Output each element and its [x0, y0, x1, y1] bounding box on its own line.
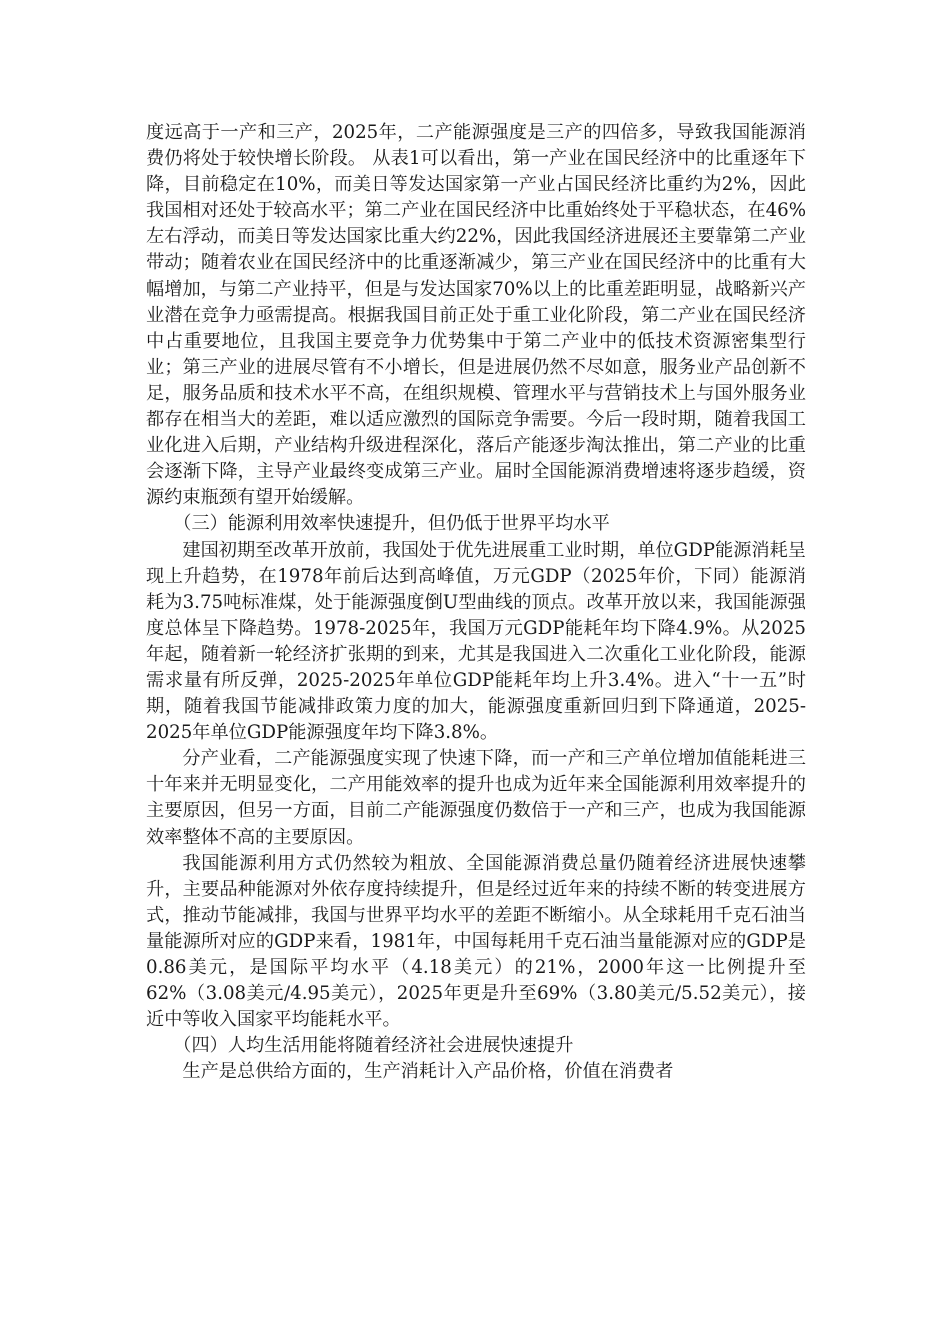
body-paragraph-4: 我国能源利用方式仍然较为粗放、全国能源消费总量仍随着经济进展快速攀升，主要品种能源对外依存度持续提升，但是经过近年来的持续不断的转变进展方式，推动节能减排，我国与世界平均水平的差距不断缩小。从全球耗用千克石油当量能源所对应的GDP来看，1981年，中国每耗用千克石油当量能源对应的GDP是0.86美元，是国际平均水平（4.18美元）的21%，2000年这一比例提升至62%（3.08美元/4.95美元），2025年更是升至69%（3.80美元/5.52美元），接近中等收入国家平均能耗水平。: [146, 852, 806, 1031]
section-heading-4: （四）人均生活用能将随着经济社会进展快速提升: [173, 1035, 574, 1057]
body-paragraph-3: 分产业看，二产能源强度实现了快速下降，而一产和三产单位增加值能耗进三十年来并无明显变化，二产用能效率的提升也成为近年来全国能源利用效率提升的主要原因，但另一方面，目前二产能源强度仍数倍于一产和三产，也成为我国能源效率整体不高的主要原因。: [146, 748, 806, 848]
section-heading-3: （三）能源利用效率快速提升，但仍低于世界平均水平: [173, 513, 610, 535]
document-page: [146, 120, 806, 1085]
body-paragraph-5: 生产是总供给方面的，生产消耗计入产品价格，价值在消费者: [182, 1061, 674, 1083]
body-paragraph-1: 度远高于一产和三产，2025年，二产能源强度是三产的四倍多，导致我国能源消费仍将处于较快增长阶段。 从表1可以看出，第一产业在国民经济中的比重逐年下降，目前稳定在10%，而美日等发达国家第一产业占国民经济比重约为2%，因此我国相对还处于较高水平；第二产业在国民经济中比重始终处于平稳状态，在46%左右浮动，而美日等发达国家比重大约22%，因此我国经济进展还主要靠第二产业带动；随着农业在国民经济中的比重逐渐减少，第三产业在国民经济中的比重有大幅增加，与第二产业持平，但是与发达国家70%以上的比重差距明显，战略新兴产业潜在竞争力亟需提高。根据我国目前正处于重工业化阶段，第二产业在国民经济中占重要地位，且我国主要竞争力优势集中于第二产业中的低技术资源密集型行业；第三产业的进展尽管有不小增长，但是进展仍然不尽如意，服务业产品创新不足，服务品质和技术水平不高，在组织规模、管理水平与营销技术上与国外服务业都存在相当大的差距，难以适应激烈的国际竞争需要。今后一段时期，随着我国工业化进入后期，产业结构升级进程深化，落后产能逐步淘汰推出，第二产业的比重会逐渐下降，主导产业最终变成第三产业。届时全国能源消费增速将逐步趋缓，资源约束瓶颈有望开始缓解。: [146, 122, 806, 509]
body-paragraph-2: 建国初期至改革开放前，我国处于优先进展重工业时期，单位GDP能源消耗呈现上升趋势，在1978年前后达到高峰值，万元GDP（2025年价，下同）能源消耗为3.75吨标准煤，处于能源强度倒U型曲线的顶点。改革开放以来，我国能源强度总体呈下降趋势。1978-2025年，我国万元GDP能耗年均下降4.9%。从2025年起，随着新一轮经济扩张期的到来，尤其是我国进入二次重化工业化阶段，能源需求量有所反弹，2025-2025年单位GDP能耗年均上升3.4%。进入“十一五”时期，随着我国节能减排政策力度的加大，能源强度重新回归到下降通道，2025-2025年单位GDP能源强度年均下降3.8%。: [146, 539, 806, 744]
